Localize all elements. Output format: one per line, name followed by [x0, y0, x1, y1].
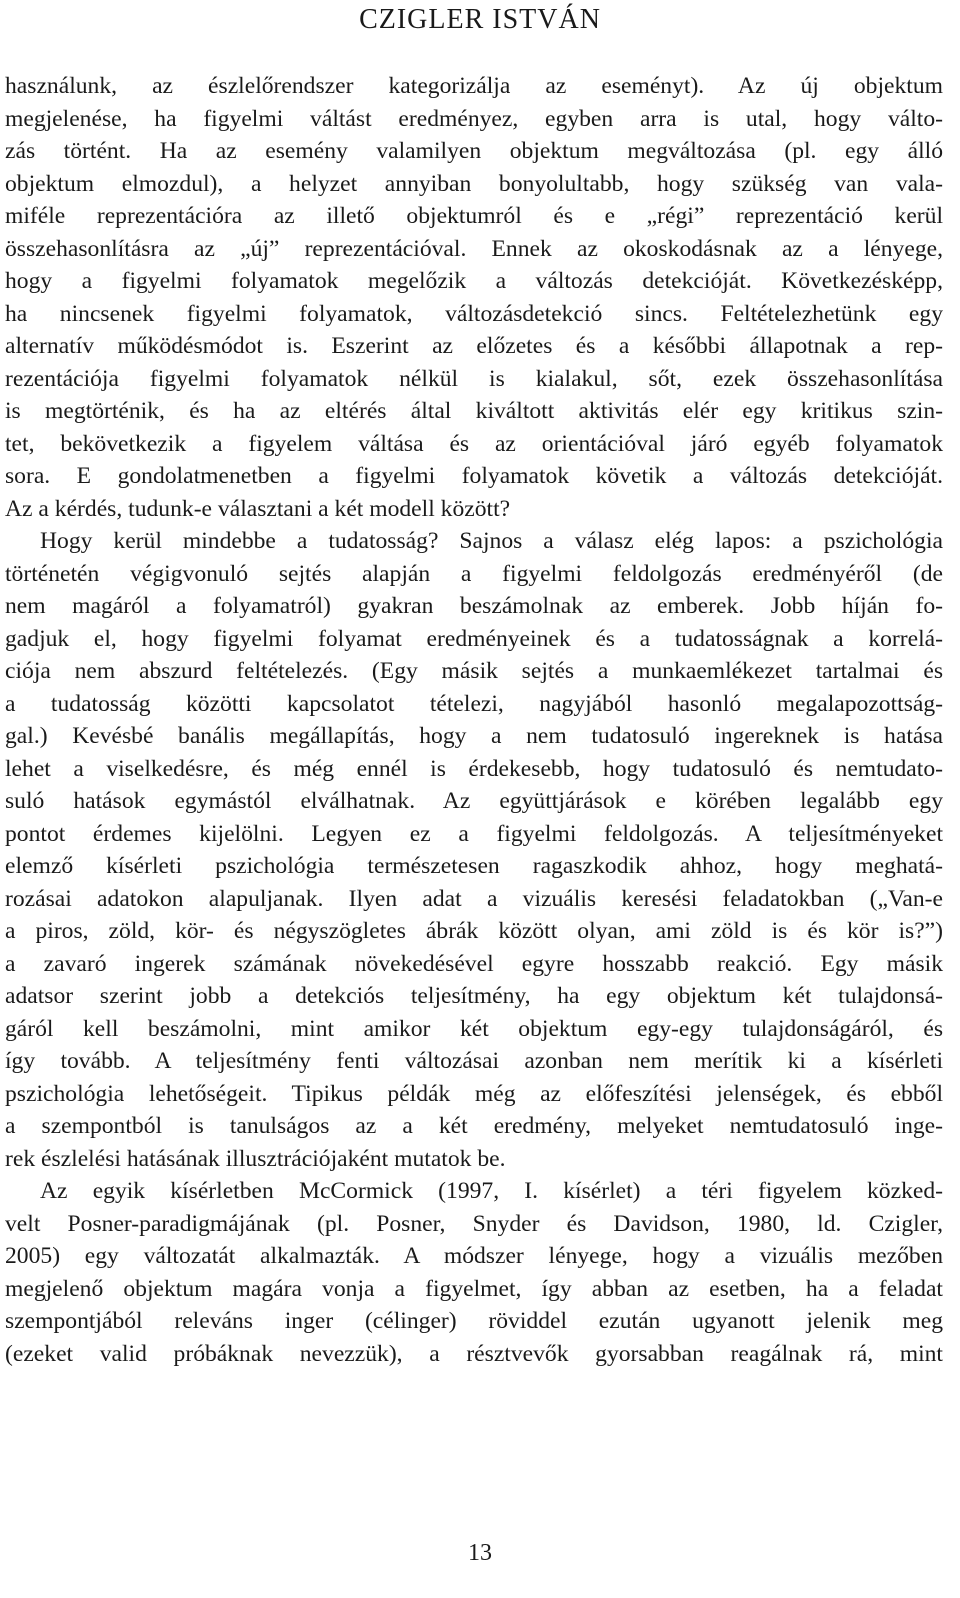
text-line: rozásai adatokon alapuljanak. Ilyen adat a vizuális keresési feladatokban („Van-e [5, 885, 943, 912]
text-line: velt Posner-paradigmájának (pl. Posner, Snyder és Davidson, 1980, ld. Czigler, [5, 1210, 943, 1237]
text-line: adatsor szerint jobb a detekciós teljesítmény, ha egy objektum két tulajdonsá- [5, 983, 943, 1009]
text-line: 2005) egy változatát alkalmazták. A módszer lényege, hogy a vizuális mezőben [5, 1243, 943, 1269]
text-line: nem magáról a folyamatról) gyakran beszámolnak az emberek. Jobb híján fo- [5, 593, 943, 619]
text-line: suló hatások egymástól elválhatnak. Az együttjárások e körében legalább egy [5, 788, 943, 814]
text-line: történetén végigvonuló sejtés alapján a figyelmi feldolgozás eredményéről (de [5, 560, 943, 587]
text-line: objektum elmozdul), a helyzet annyiban bonyolultabb, hogy szükség van vala- [5, 170, 943, 197]
text-line: gáról kell beszámolni, mint amikor két objektum egy-egy tulajdonságáról, és [5, 1015, 943, 1042]
text-line: lehet a viselkedésre, és még ennél is érdekesebb, hogy tudatosuló és nemtudato- [5, 755, 943, 782]
text-line: összehasonlításra az „új” reprezentációval. Ennek az okoskodásnak az a lényege, [5, 235, 943, 262]
text-line: Az egyik kísérletben McCormick (1997, I. kísérlet) a téri figyelem közked- [40, 1178, 943, 1204]
text-line: használunk, az észlelőrendszer kategorizálja az eseményt). Az új objektum [5, 73, 943, 99]
running-header: CZIGLER ISTVÁN [359, 4, 601, 35]
text-line: Hogy kerül mindebbe a tudatosság? Sajnos a válasz elég lapos: a pszichológia [40, 528, 943, 554]
page-number: 13 [468, 1540, 492, 1566]
text-line: Az a kérdés, tudunk-e választani a két modell között? [5, 495, 511, 522]
text-line: zás történt. Ha az esemény valamilyen objektum megváltozása (pl. egy álló [5, 138, 943, 164]
paragraph [5, 70, 943, 525]
text-line: megjelenése, ha figyelmi váltást eredményez, egyben arra is utal, hogy válto- [5, 105, 943, 132]
text-line: a zavaró ingerek számának növekedésével egyre hosszabb reakció. Egy másik [5, 950, 943, 977]
text-line: rezentációja figyelmi folyamatok nélkül is kialakul, sőt, ezek összehasonlítása [5, 365, 943, 392]
text-line: pontot érdemes kijelölni. Legyen ez a figyelmi feldolgozás. A teljesítményeket [5, 820, 943, 847]
text-line: (ezeket valid próbáknak nevezzük), a résztvevők gyorsabban reagálnak rá, mint [5, 1340, 943, 1367]
text-line: pszichológia lehetőségeit. Tipikus példák még az előfeszítési jelenségek, és ebből [5, 1080, 943, 1107]
text-line: miféle reprezentációra az illető objektumról és e „régi” reprezentáció kerül [5, 203, 943, 229]
paragraph [5, 1175, 943, 1370]
text-line: a tudatosság közötti kapcsolatot tételezi, nagyjából hasonló megalapozottság- [5, 690, 943, 717]
body-text [5, 70, 943, 1370]
text-line: megjelenő objektum magára vonja a figyelmet, így abban az esetben, ha a feladat [5, 1275, 943, 1302]
text-line: gal.) Kevésbé banális megállapítás, hogy a nem tudatosuló ingereknek is hatása [5, 723, 943, 749]
text-line: a szempontból is tanulságos az a két eredmény, melyeket nemtudatosuló inge- [5, 1113, 943, 1139]
text-line: így tovább. A teljesítmény fenti változásai azonban nem merítik ki a kísérleti [5, 1048, 943, 1074]
text-line: alternatív működésmódot is. Eszerint az előzetes és a későbbi állapotnak a rep- [5, 333, 943, 359]
paragraph [5, 525, 943, 1175]
text-line: elemző kísérleti pszichológia természetesen ragaszkodik ahhoz, hogy meghatá- [5, 853, 943, 879]
text-line: tet, bekövetkezik a figyelem váltása és az orientációval járó egyéb folyamatok [5, 430, 943, 457]
text-line: hogy a figyelmi folyamatok megelőzik a változás detekcióját. Következésképp, [5, 268, 943, 294]
text-line: gadjuk el, hogy figyelmi folyamat eredményeinek és a tudatosságnak a korrelá- [5, 625, 943, 652]
text-line: ciója nem abszurd feltételezés. (Egy másik sejtés a munkaemlékezet tartalmai és [5, 658, 943, 684]
text-line: szempontjából releváns inger (célinger) röviddel ezután ugyanott jelenik meg [5, 1308, 943, 1334]
text-line: rek észlelési hatásának illusztrációjaként mutatok be. [5, 1145, 506, 1172]
text-line: a piros, zöld, kör- és négyszögletes ábrák között olyan, ami zöld is és kör is?”) [5, 918, 943, 944]
text-line: is megtörténik, és ha az eltérés által kiváltott aktivitás elér egy kritikus szin- [5, 398, 943, 424]
text-line: ha nincsenek figyelmi folyamatok, változásdetekció sincs. Feltételezhetünk egy [5, 300, 943, 327]
text-line: sora. E gondolatmenetben a figyelmi folyamatok követik a változás detekcióját. [5, 463, 943, 489]
